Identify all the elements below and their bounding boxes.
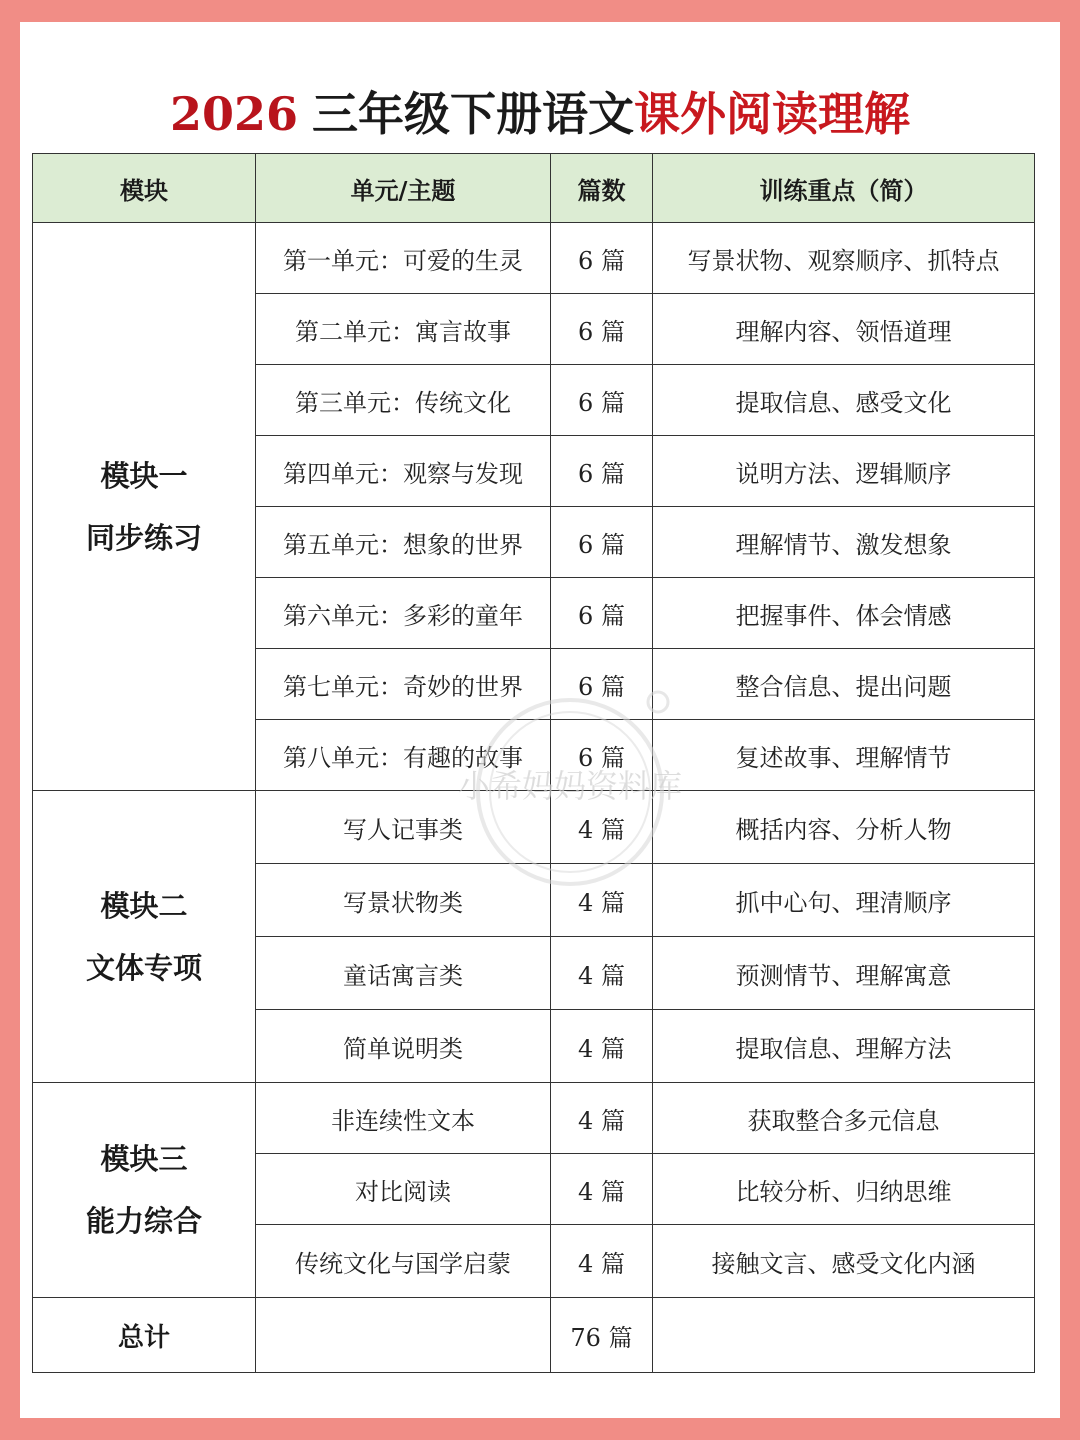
count-cell: 6 篇 — [551, 223, 653, 294]
table-row — [33, 791, 1035, 864]
total-count: 76 篇 — [551, 1298, 653, 1373]
module-1-cell — [33, 223, 256, 791]
count-cell: 4 篇 — [551, 937, 653, 1010]
page-title — [20, 84, 1060, 144]
count-cell: 6 篇 — [551, 507, 653, 578]
topic-cell: 第二单元：寓言故事 — [256, 294, 551, 365]
module-2-name: 模块二 — [100, 888, 188, 923]
count-cell: 6 篇 — [551, 436, 653, 507]
module-3-subtitle: 能力综合 — [85, 1204, 202, 1238]
total-topic-empty — [256, 1298, 551, 1373]
count-cell: 6 篇 — [551, 578, 653, 649]
count-cell: 4 篇 — [551, 1154, 653, 1225]
table-row — [33, 223, 1035, 294]
topic-cell: 童话寓言类 — [256, 937, 551, 1010]
topic-cell: 第三单元：传统文化 — [256, 365, 551, 436]
header-count: 篇数 — [551, 154, 653, 223]
topic-cell: 非连续性文本 — [256, 1083, 551, 1154]
module-2-cell — [33, 791, 256, 1083]
title-year: 2026 — [169, 87, 299, 141]
topic-cell: 第六单元：多彩的童年 — [256, 578, 551, 649]
topic-cell: 写景状物类 — [256, 864, 551, 937]
count-cell: 4 篇 — [551, 864, 653, 937]
module-1-name: 模块一 — [100, 458, 188, 493]
count-cell: 6 篇 — [551, 649, 653, 720]
total-focus-empty — [653, 1298, 1035, 1373]
count-cell: 4 篇 — [551, 1010, 653, 1083]
title-highlight: 课外阅读理解 — [634, 87, 911, 141]
focus-cell: 预测情节、理解寓意 — [653, 937, 1035, 1010]
total-label: 总计 — [33, 1298, 256, 1373]
topic-cell: 第八单元：有趣的故事 — [256, 720, 551, 791]
module-3-cell — [33, 1083, 256, 1298]
table-row — [33, 1083, 1035, 1154]
count-cell: 6 篇 — [551, 720, 653, 791]
focus-cell: 写景状物、观察顺序、抓特点 — [653, 223, 1035, 294]
table-header-row — [33, 154, 1035, 223]
header-module: 模块 — [33, 154, 256, 223]
topic-cell: 对比阅读 — [256, 1154, 551, 1225]
count-cell: 4 篇 — [551, 1225, 653, 1298]
module-3-name: 模块三 — [100, 1142, 188, 1176]
focus-cell: 概括内容、分析人物 — [653, 791, 1035, 864]
total-row — [33, 1298, 1035, 1373]
topic-cell: 写人记事类 — [256, 791, 551, 864]
focus-cell: 抓中心句、理清顺序 — [653, 864, 1035, 937]
reading-plan-table — [32, 153, 1035, 1373]
focus-cell: 说明方法、逻辑顺序 — [653, 436, 1035, 507]
focus-cell: 整合信息、提出问题 — [653, 649, 1035, 720]
focus-cell: 比较分析、归纳思维 — [653, 1154, 1035, 1225]
module-1-subtitle: 同步练习 — [85, 520, 202, 555]
focus-cell: 复述故事、理解情节 — [653, 720, 1035, 791]
topic-cell: 第一单元：可爱的生灵 — [256, 223, 551, 294]
topic-cell: 第四单元：观察与发现 — [256, 436, 551, 507]
module-2-subtitle: 文体专项 — [85, 950, 202, 985]
topic-cell: 第七单元：奇妙的世界 — [256, 649, 551, 720]
title-main: 三年级下册语文 — [312, 87, 635, 141]
watermark-text: 小希妈妈资料库 — [457, 767, 683, 805]
focus-cell: 提取信息、感受文化 — [653, 365, 1035, 436]
focus-cell: 理解内容、领悟道理 — [653, 294, 1035, 365]
focus-cell: 获取整合多元信息 — [653, 1083, 1035, 1154]
count-cell: 4 篇 — [551, 791, 653, 864]
focus-cell: 理解情节、激发想象 — [653, 507, 1035, 578]
count-cell: 6 篇 — [551, 294, 653, 365]
topic-cell: 简单说明类 — [256, 1010, 551, 1083]
topic-cell: 第五单元：想象的世界 — [256, 507, 551, 578]
focus-cell: 提取信息、理解方法 — [653, 1010, 1035, 1083]
header-focus: 训练重点（简） — [653, 154, 1035, 223]
count-cell: 4 篇 — [551, 1083, 653, 1154]
document-sheet — [20, 22, 1060, 1418]
count-cell: 6 篇 — [551, 365, 653, 436]
topic-cell: 传统文化与国学启蒙 — [256, 1225, 551, 1298]
focus-cell: 把握事件、体会情感 — [653, 578, 1035, 649]
focus-cell: 接触文言、感受文化内涵 — [653, 1225, 1035, 1298]
header-topic: 单元/主题 — [256, 154, 551, 223]
